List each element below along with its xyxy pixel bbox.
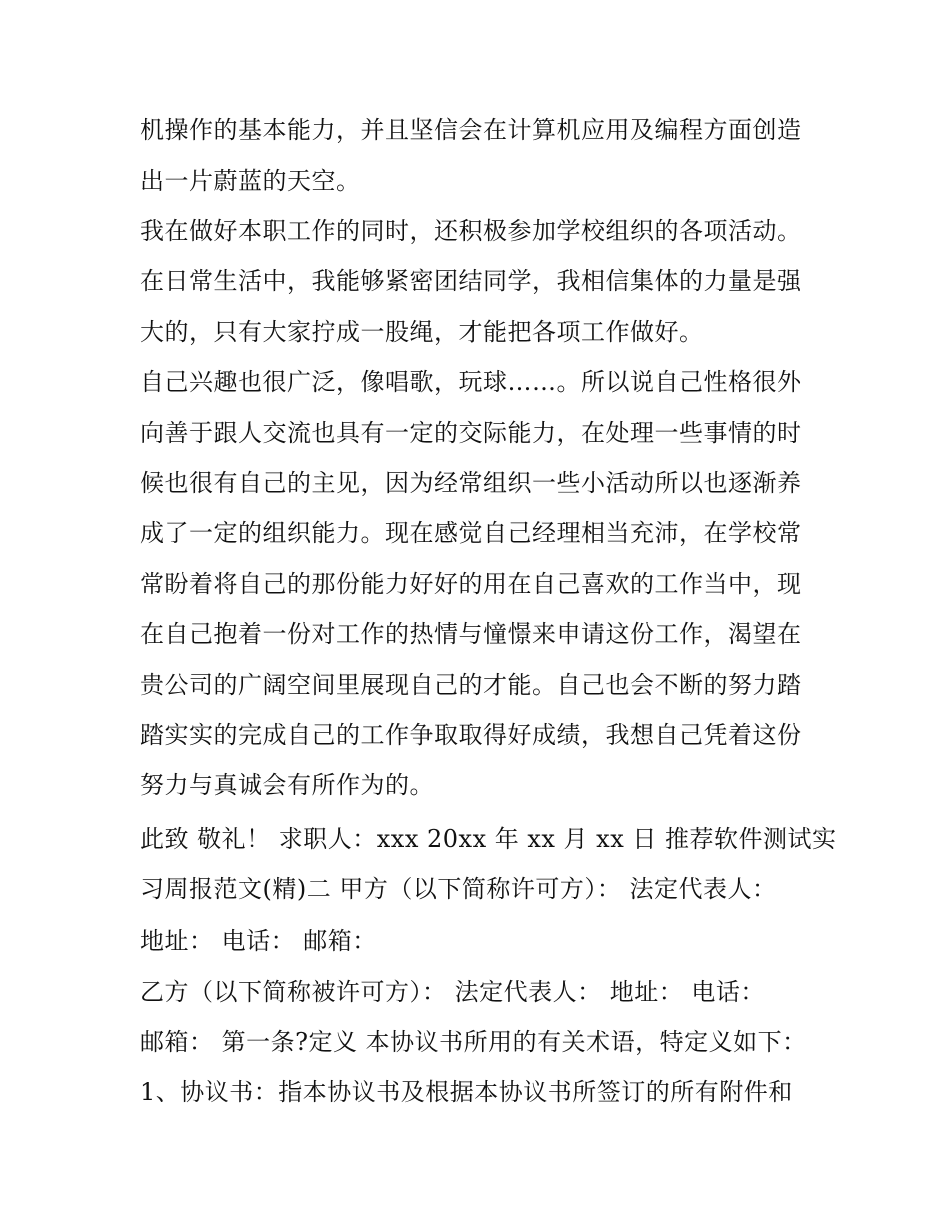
text-line-13: 踏实实的完成自己的工作争取取得好成绩，我想自己凭着这份 xyxy=(140,721,802,749)
text-line-20: 1、协议书：指本协议书及根据本协议书所签订的所有附件和 xyxy=(140,1078,793,1106)
text-line-3: 我在做好本职工作的同时，还积极参加学校组织的各项活动。 xyxy=(140,217,802,245)
text-line-14: 努力与真诚会有所作为的。 xyxy=(140,771,434,799)
text-line-18: 乙方（以下简称被许可方）： 法定代表人： 地址： 电话： xyxy=(140,978,765,1006)
text-line-10: 常盼着将自己的那份能力好好的用在自己喜欢的工作当中，现 xyxy=(140,570,802,598)
text-line-17: 地址： 电话： 邮箱： xyxy=(140,927,377,955)
text-line-7: 向善于跟人交流也具有一定的交际能力，在处理一些事情的时 xyxy=(140,419,802,447)
text-line-5: 大的，只有大家拧成一股绳，才能把各项工作做好。 xyxy=(140,318,704,346)
text-line-1: 机操作的基本能力，并且坚信会在计算机应用及编程方面创造 xyxy=(140,116,802,144)
text-line-8: 候也很有自己的主见，因为经常组织一些小活动所以也逐渐养 xyxy=(140,469,802,497)
text-line-15: 此致 敬礼！ 求职人：xxx 20xx 年 xx 月 xx 日 推荐软件测试实 xyxy=(140,825,837,853)
text-line-19: 邮箱： 第一条?定义 本协议书所用的有关术语，特定义如下： xyxy=(140,1028,807,1056)
text-line-16: 习周报范文(精)二 甲方（以下简称许可方）： 法定代表人： xyxy=(140,875,777,903)
text-line-9: 成了一定的组织能力。现在感觉自己经理相当充沛，在学校常 xyxy=(140,519,802,547)
text-line-2: 出一片蔚蓝的天空。 xyxy=(140,167,361,195)
text-line-4: 在日常生活中，我能够紧密团结同学，我相信集体的力量是强 xyxy=(140,267,802,295)
text-line-6: 自己兴趣也很广泛，像唱歌，玩球……。所以说自己性格很外 xyxy=(140,368,802,396)
text-line-11: 在自己抱着一份对工作的热情与憧憬来申请这份工作，渴望在 xyxy=(140,620,802,648)
text-line-12: 贵公司的广阔空间里展现自己的才能。自己也会不断的努力踏 xyxy=(140,671,802,699)
